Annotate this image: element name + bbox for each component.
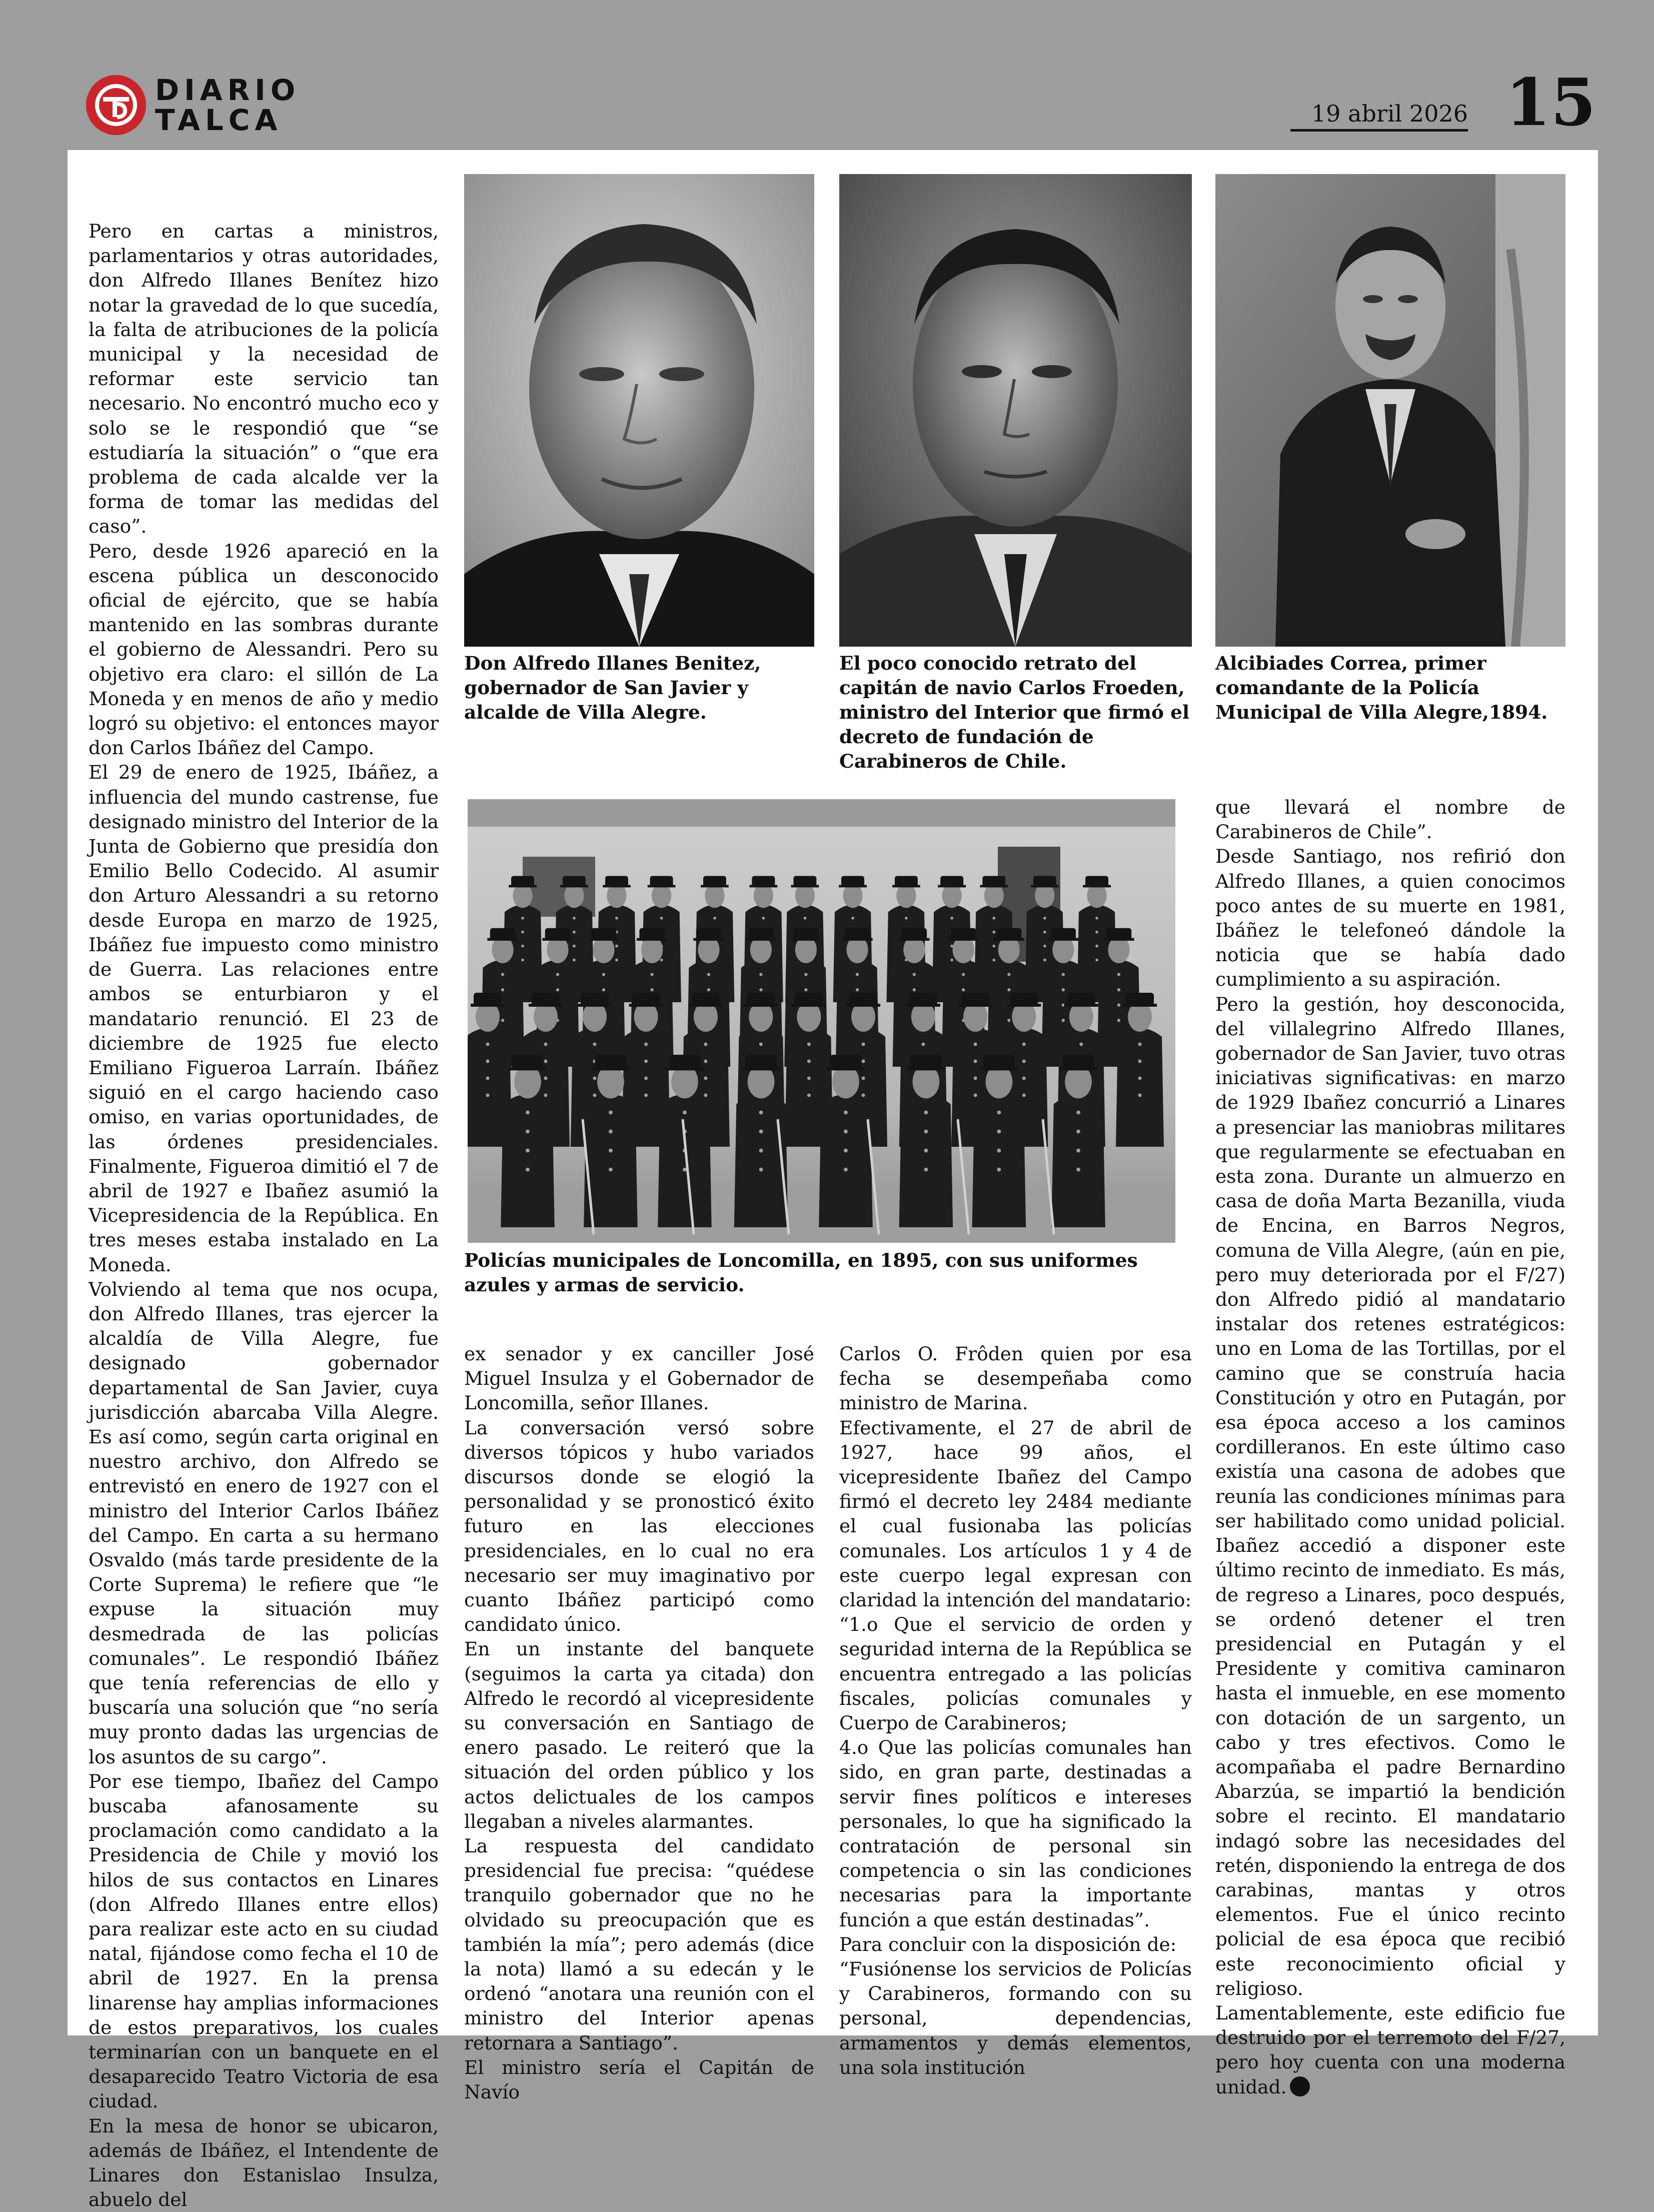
uniform-button xyxy=(856,988,859,991)
officer-cap-visor xyxy=(701,885,729,887)
uniform-button xyxy=(660,917,663,920)
officer-cap-visor xyxy=(746,938,776,941)
uniform-button xyxy=(1076,1149,1080,1153)
uniform-button xyxy=(997,1149,1001,1153)
uniform-button xyxy=(1117,1019,1120,1022)
uniform-button xyxy=(683,1110,687,1114)
uniform-button xyxy=(526,1149,530,1153)
uniform-button xyxy=(486,1077,490,1080)
uniform-button xyxy=(501,1019,504,1022)
photo-froeden xyxy=(839,174,1192,647)
article-paragraph: En la mesa de honor se ubicaron, además de Ibáñez, el Intendente de Linares don Estanislao Insulza, abuelo del xyxy=(89,2114,439,2211)
logo-line-2: TALCA xyxy=(155,103,283,137)
officer-cap-visor xyxy=(744,1004,778,1007)
officer-cap-visor xyxy=(689,1004,723,1007)
uniform-button xyxy=(683,1168,687,1172)
uniform-button xyxy=(544,1060,547,1063)
article-paragraph: ex senador y ex canciller José Miguel Insulza y el Gobernador de Loncomilla, señor Illanes. xyxy=(464,1343,814,1414)
uniform-button xyxy=(962,988,965,991)
uniform-button xyxy=(807,1043,811,1046)
uniform-button xyxy=(759,1110,763,1114)
officer-cap-visor xyxy=(648,885,676,887)
article-paragraph: Volviendo al tema que nos ocupa, don Alfredo Illanes, tras ejercer la alcaldía de Villa Alegre, fue designado gobernador departamental de San Javier, cuya jurisdicción abarcaba Villa Alegre. Es así como, según carta original en nuestro archivo, don Alfredo se entrevistó en enero de 1927 con el ministro del Interior Carlos Ibáñez del Campo. En carta a su hermano Osvaldo (más tarde presidente de la Corte Suprema) le refiere que “le expuse la situación muy desmedrada de las policías comunales”. Le respondió Ibáñez que tenía referencias de ello y buscaría una solución que “no sería muy pronto dadas las urgencias de los asuntos de su cargo”. xyxy=(89,1278,439,1768)
uniform-button xyxy=(526,1168,530,1172)
article-paragraph: Carlos O. Frôden quien por esa fecha se desempeñaba como ministro de Marina. xyxy=(839,1343,1192,1414)
officer-cap-visor xyxy=(938,885,966,887)
uniform-button xyxy=(650,988,653,991)
uniform-button xyxy=(1117,973,1120,976)
page-number: 15 xyxy=(1505,64,1596,141)
uniform-button xyxy=(759,1168,763,1172)
officer-cap-visor xyxy=(907,1067,945,1071)
uniform-button xyxy=(615,917,618,920)
uniform-button xyxy=(862,1060,865,1063)
article-paragraph: En un instante del banquete (seguimos la carta ya citada) don Alfredo le recordó al vicepresidente su conversación en Santiago de enero pasado. Le reiteró que la situación del orden público y los actos delictuales de los campos llegaban a niveles alarmantes. xyxy=(464,1638,814,1832)
photo-illanes xyxy=(464,174,814,647)
uniform-button xyxy=(807,1077,811,1080)
uniform-button xyxy=(862,1043,865,1046)
uniform-button xyxy=(556,988,559,991)
article-column-1 xyxy=(89,219,439,2211)
uniform-button xyxy=(962,973,965,976)
uniform-button xyxy=(1022,1060,1026,1063)
uniform-button xyxy=(1138,1060,1141,1063)
logo-line-1: DIARIO xyxy=(155,73,301,107)
uniform-button xyxy=(992,931,995,934)
article-paragraph: que llevará el nombre de Carabineros de Chile”. xyxy=(1215,796,1565,843)
officer-cap-visor xyxy=(750,885,778,887)
officer-cap-visor xyxy=(1007,1004,1041,1007)
uniform-button xyxy=(1076,1168,1080,1172)
uniform-button xyxy=(609,1110,613,1114)
uniform-button xyxy=(1043,931,1046,934)
officer-cap-visor xyxy=(899,938,929,941)
uniform-button xyxy=(992,959,995,962)
uniform-button xyxy=(573,959,576,962)
uniform-button xyxy=(1095,959,1098,962)
uniform-button xyxy=(602,973,605,976)
uniform-button xyxy=(759,1130,763,1134)
uniform-button xyxy=(804,917,807,920)
issue-date: 19 abril 2026 xyxy=(1290,100,1468,132)
uniform-button xyxy=(924,1149,928,1153)
uniform-button xyxy=(1043,959,1046,962)
uniform-button xyxy=(486,1094,490,1097)
uniform-button xyxy=(974,1094,977,1097)
uniform-button xyxy=(544,1094,547,1097)
uniform-button xyxy=(1062,973,1065,976)
uniform-button xyxy=(950,917,953,920)
uniform-button xyxy=(974,1043,977,1046)
uniform-button xyxy=(644,1043,648,1046)
uniform-button xyxy=(602,988,605,991)
uniform-button xyxy=(924,1130,928,1134)
article-paragraph: Lamentablemente, este edificio fue destruido por el terremoto del F/27, pero hoy cuenta con una moderna unidad. xyxy=(1215,2001,1565,2098)
uniform-button xyxy=(1007,988,1010,991)
article-paragraph: Pero la gestión, hoy desconocida, del villalegrino Alfredo Illanes, gobernador de San Javier, tuvo otras iniciativas significativas: en marzo de 1929 Ibañez concurrió a Linares a presenciar las maniobras militares que regularmente se efectuaban en esta zona. Durante un almuerzo en casa de doña Marta Bezanilla, viuda de Encina, en Barros Negros, comuna de Villa Alegre, (aún en pie, pero muy deteriorada por el F/27) don Alfredo pidió al mandatario instalar dos retenes estratégicos: uno en Loma de las Tortillas, por el camino que se construía hacia Constitución y otro en Putagán, por esa época acceso a los caminos cordilleranos. En este último caso existía una casona de adobes que reunía las condiciones mínimas para ser habilitado como unidad policial. Ibañez accedió a disponer este último recinto de inmediato. Es más, de regreso a Linares, poco después, se ordenó detener el tren presidencial en Putagán y el Presidente y comitiva caminaron hasta el inmueble, en ese momento con dotación de un sargento, un cabo y tres efectivos. Como le acompañaba el padre Bernardino Abarzúa, se impartió la bendición sobre el recinto. El mandatario indagó sobre las necesidades del retén, disponiendo la entrega de dos carabinas, mantas y otros elementos. Fue el único recinto policial de esa época que recibió este reconocimiento oficial y religioso. xyxy=(1215,993,1565,1999)
article-paragraph: 4.o Que las policías comunales han sido, en gran parte, destinadas a servir fines políticos e intereses personales, lo que ha significado la contratación de personal sin competencia o sin las condiciones necesarias para la importante función a que están destinadas”. xyxy=(839,1736,1192,1931)
article-paragraph: Para concluir con la disposición de: xyxy=(839,1933,1177,1955)
uniform-button xyxy=(759,973,762,976)
officer-cap-visor xyxy=(1048,938,1078,941)
officer-cap-visor xyxy=(1123,1004,1157,1007)
officer-cap-visor xyxy=(1031,885,1059,887)
officer-cap-visor xyxy=(980,885,1008,887)
uniform-button xyxy=(593,1094,596,1097)
officer-cap-visor xyxy=(842,938,872,941)
uniform-button xyxy=(862,1077,865,1080)
uniform-button xyxy=(1117,988,1120,991)
uniform-button xyxy=(526,1130,530,1134)
uniform-button xyxy=(804,973,807,976)
uniform-button xyxy=(856,973,859,976)
officer-cap-visor xyxy=(791,885,819,887)
photo-police-group xyxy=(468,799,1175,1243)
article-paragraph: “Fusiónense los servicios de Policías y Carabineros, formando con su personal, dependencias, armamentos y demás elementos, una sola institución xyxy=(839,1958,1192,2078)
uniform-button xyxy=(844,1130,848,1134)
uniform-button xyxy=(905,917,908,920)
officer-cap-visor xyxy=(827,1067,865,1071)
uniform-button xyxy=(1076,1130,1080,1134)
masthead xyxy=(0,0,1654,150)
uniform-button xyxy=(804,988,807,991)
uniform-button xyxy=(1022,1077,1026,1080)
uniform-button xyxy=(759,1043,763,1046)
uniform-button xyxy=(573,945,576,948)
uniform-button xyxy=(713,917,716,920)
article-paragraph: El 29 de enero de 1925, Ibáñez, a influencia del mundo castrense, fue designado ministro del Interior de la Junta de Gobierno que presidía don Emilio Bello Codecido. Al asumir don Arturo Alessandri a su retorno desde Europa en marzo de 1925, Ibáñez fue impuesto como ministro de Guerra. Las relaciones entre ambos se enturbiaron y el mandatario renunció. El 23 de diciembre de 1925 fue electo Emiliano Figueroa Larraín. Ibáñez siguió en el cargo haciendo caso omiso, en varias oportunidades, de las órdenes presidenciales. Finalmente, Figueroa dimitió el 7 de abril de 1927 e Ibañez asumió la Vicepresidencia de la República. En tres meses estaba instalado en La Moneda. xyxy=(89,761,439,1276)
uniform-button xyxy=(844,1149,848,1153)
officer-cap-visor xyxy=(542,938,573,941)
uniform-button xyxy=(807,1060,811,1063)
uniform-button xyxy=(526,1110,530,1114)
article-paragraph: La conversación versó sobre diversos tópicos y hubo variados discursos donde se elogió la personalidad y se pronosticó éxito futuro en las elecciones presidenciales, en lo cual no era necesario ser muy imaginativo por cuanto Ibáñez participó como candidato único. xyxy=(464,1416,814,1636)
officer-cap-visor xyxy=(529,1004,563,1007)
uniform-button xyxy=(1138,1094,1141,1097)
article-paragraph: Desde Santiago, nos refirió don Alfredo Illanes, a quien conocimos poco antes de su muerte en 1981, Ibáñez le telefoneó dándole la noticia que se había dado cumplimiento a su aspiración. xyxy=(1215,845,1565,991)
officer-cap-visor xyxy=(1064,1004,1098,1007)
uniform-button xyxy=(862,1094,865,1097)
uniform-button xyxy=(992,945,995,948)
uniform-button xyxy=(1138,1043,1141,1046)
officer-cap-visor xyxy=(892,885,920,887)
uniform-button xyxy=(1079,1043,1083,1046)
officer-cap-visor xyxy=(742,1067,780,1071)
uniform-button xyxy=(650,973,653,976)
uniform-button xyxy=(521,917,524,920)
article-paragraph: Efectivamente, el 27 de abril de 1927, hace 99 años, el vicepresidente Ibañez del Campo firmó el decreto ley 2484 mediante el cual fusionaba las policías comunales. Los artículos 1 y 4 de este cuerpo legal expresan con claridad la intención del mandatario: xyxy=(839,1416,1192,1611)
officer-cap-visor xyxy=(1059,1067,1097,1071)
officer-cap-visor xyxy=(906,1004,940,1007)
logo-wordmark[interactable] xyxy=(155,75,300,135)
end-of-article-icon xyxy=(1290,2076,1310,2096)
uniform-button xyxy=(609,1168,613,1172)
uniform-button xyxy=(521,959,524,962)
uniform-button xyxy=(1062,1019,1065,1022)
uniform-button xyxy=(573,931,576,934)
uniform-button xyxy=(1095,945,1098,948)
officer-cap-visor xyxy=(1103,938,1134,941)
uniform-button xyxy=(807,1094,811,1097)
diario-talca-logo-icon[interactable] xyxy=(86,75,146,135)
officer-cap-visor xyxy=(588,938,619,941)
article-paragraph: Pero, desde 1926 apareció en la escena pública un desconocido oficial de ejército, que se había mantenido en las sombras durante el gobierno de Alessandri. Pero su objetivo era claro: el sillón de La Moneda y en menos de año y medio logró su objetivo: el entonces mayor don Carlos Ibáñez del Campo. xyxy=(89,540,439,759)
officer-cap-visor xyxy=(846,1004,880,1007)
uniform-button xyxy=(1043,945,1046,948)
officer-cap-visor xyxy=(509,885,537,887)
officer-cap-visor xyxy=(509,1067,547,1071)
officer-cap-visor xyxy=(560,885,588,887)
uniform-button xyxy=(644,1060,648,1063)
photo-correa xyxy=(1215,174,1565,647)
uniform-button xyxy=(924,1168,928,1172)
officer-cap-visor xyxy=(948,938,979,941)
article-column-3 xyxy=(839,1342,1192,2078)
uniform-button xyxy=(1095,917,1098,920)
uniform-button xyxy=(644,1077,648,1080)
uniform-button xyxy=(924,1110,928,1114)
officer-cap-visor xyxy=(471,1004,505,1007)
officer-cap-visor xyxy=(839,885,867,887)
uniform-button xyxy=(1076,1110,1080,1114)
uniform-button xyxy=(759,1149,763,1153)
uniform-button xyxy=(501,988,504,991)
uniform-button xyxy=(660,959,663,962)
uniform-button xyxy=(851,917,854,920)
uniform-button xyxy=(521,931,524,934)
uniform-button xyxy=(759,988,762,991)
uniform-button xyxy=(1062,988,1065,991)
uniform-button xyxy=(707,973,710,976)
uniform-button xyxy=(556,973,559,976)
uniform-button xyxy=(1007,973,1010,976)
uniform-button xyxy=(704,1094,707,1097)
article-paragraph: “1.o Que el servicio de orden y seguridad interna de la República se encuentra entregado a las policías fiscales, policías comunales y Cuerpo de Carabineros; xyxy=(839,1613,1192,1734)
officer-cap-visor xyxy=(958,1004,992,1007)
uniform-button xyxy=(844,1110,848,1114)
uniform-button xyxy=(486,1043,490,1046)
officer-cap-visor xyxy=(666,1067,704,1071)
uniform-button xyxy=(1117,1004,1120,1007)
uniform-button xyxy=(544,1077,547,1080)
uniform-button xyxy=(704,1077,707,1080)
officer-cap-visor xyxy=(1083,885,1111,887)
caption-police-group: Policías municipales de Loncomilla, en 1895, con sus uniformes azules y armas de servicio. xyxy=(464,1249,1138,1296)
uniform-button xyxy=(921,1043,925,1046)
article-paragraph: Pero en cartas a ministros, parlamentarios y otras autoridades, don Alfredo Illanes Benítez hizo notar la gravedad de lo que sucedía, la falta de atribuciones de la policía municipal y la necesidad de reformar este servicio tan necesario. No encontró mucho eco y solo se le respondió que “se estudiaría la situación” o “que era problema de cada alcalde ver la forma de tomar las medidas del caso”. xyxy=(89,220,439,538)
officer-cap-visor xyxy=(578,1004,612,1007)
uniform-button xyxy=(704,1043,707,1046)
uniform-button xyxy=(913,973,916,976)
article-paragraph: El ministro sería el Capitán de Navío xyxy=(464,2056,814,2103)
uniform-button xyxy=(644,1094,648,1097)
uniform-button xyxy=(1022,1043,1026,1046)
uniform-button xyxy=(974,1060,977,1063)
uniform-button xyxy=(974,1077,977,1080)
uniform-button xyxy=(609,1130,613,1134)
uniform-button xyxy=(997,1168,1001,1172)
officer-cap-visor xyxy=(637,938,667,941)
uniform-button xyxy=(997,1110,1001,1114)
caption-illanes: Don Alfredo Illanes Benitez, gobernador de San Javier y alcalde de Villa Alegre. xyxy=(464,652,761,723)
uniform-button xyxy=(707,988,710,991)
officer-cap-visor xyxy=(994,938,1024,941)
uniform-button xyxy=(1007,1019,1010,1022)
officer-cap-visor xyxy=(693,938,724,941)
uniform-button xyxy=(609,1149,613,1153)
uniform-button xyxy=(844,1168,848,1172)
caption-correa: Alcibiades Correa, primer comandante de la Policía Municipal de Villa Alegre,1894. xyxy=(1215,652,1548,723)
uniform-button xyxy=(615,945,618,948)
uniform-button xyxy=(1043,917,1046,920)
uniform-button xyxy=(501,973,504,976)
uniform-button xyxy=(521,945,524,948)
uniform-button xyxy=(997,1130,1001,1134)
officer-cap-visor xyxy=(792,1004,826,1007)
caption-froeden: El poco conocido retrato del capitán de navio Carlos Froeden, ministro del Interior que firmó el decreto de fundación de Carabineros de Chile. xyxy=(839,652,1190,772)
officer-cap-visor xyxy=(629,1004,663,1007)
article-column-2 xyxy=(464,1342,814,2103)
uniform-button xyxy=(573,917,576,920)
uniform-button xyxy=(615,959,618,962)
uniform-button xyxy=(486,1060,490,1063)
officer-cap-visor xyxy=(603,885,631,887)
uniform-button xyxy=(593,1077,596,1080)
uniform-button xyxy=(1095,931,1098,934)
officer-cap-visor xyxy=(487,938,518,941)
article-column-4 xyxy=(1215,795,1565,2098)
uniform-button xyxy=(704,1060,707,1063)
uniform-button xyxy=(1138,1077,1141,1080)
uniform-button xyxy=(913,988,916,991)
uniform-button xyxy=(1022,1094,1026,1097)
uniform-button xyxy=(544,1043,547,1046)
article-paragraph: Por ese tiempo, Ibañez del Campo buscaba afanosamente su proclamación como candidato a la Presidencia de Chile y movió los hilos de sus contactos en Linares (don Alfredo Illanes entre ellos) para realizar este acto en su ciudad natal, fijándose como fecha el 10 de abril de 1927. En la prensa linarense hay amplias informaciones de estos preparativos, los cuales terminarían con un banquete en el desaparecido Teatro Victoria de esa ciudad. xyxy=(89,1770,439,2112)
uniform-button xyxy=(593,1043,596,1046)
officer-cap-visor xyxy=(980,1067,1018,1071)
uniform-button xyxy=(992,917,995,920)
uniform-button xyxy=(762,917,765,920)
article-paragraph: La respuesta del candidato presidencial fue precisa: “quédese tranquilo gobernador que no he olvidado su preocupación que es también la mía”; pero además (dice la nota) llamó a su edecán y le ordenó “anotara una reunión con el ministro del Interior apenas retornara a Santiago”. xyxy=(464,1835,814,2054)
officer-cap-visor xyxy=(592,1067,630,1071)
uniform-button xyxy=(950,959,953,962)
officer-cap-visor xyxy=(791,938,821,941)
